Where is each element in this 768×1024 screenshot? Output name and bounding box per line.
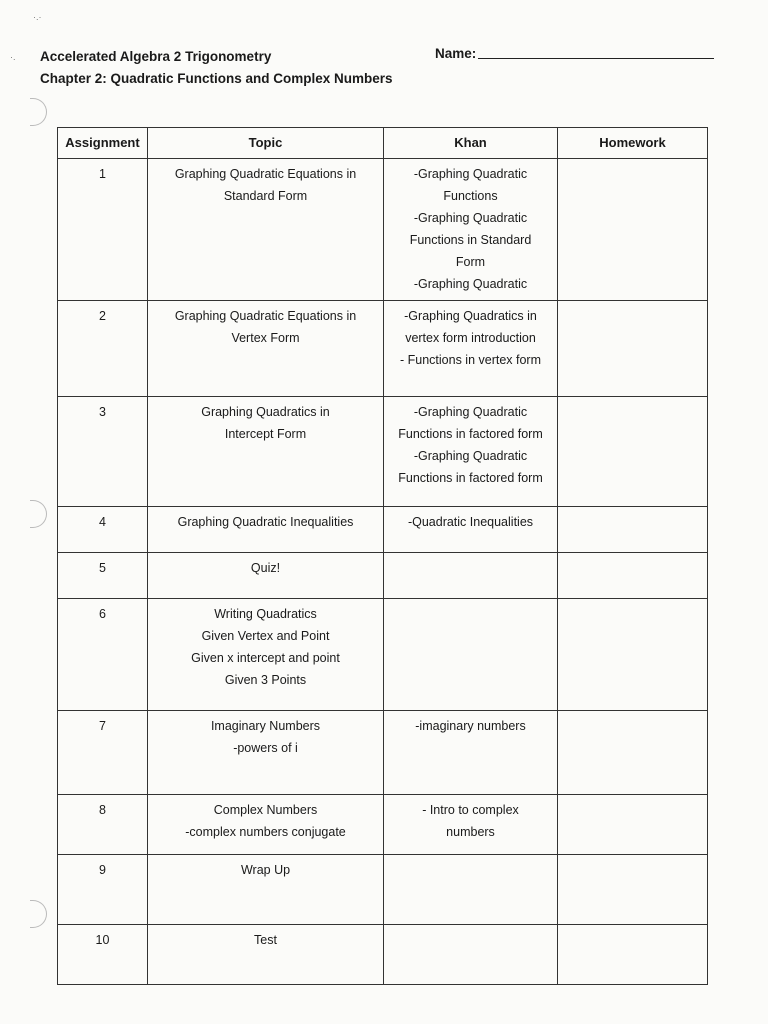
homework-cell[interactable] xyxy=(558,301,708,397)
topic-line: Given 3 Points xyxy=(224,673,307,687)
khan-line: - Intro to complex xyxy=(422,803,519,817)
khan-line: Functions xyxy=(443,189,498,203)
assignment-number: 3 xyxy=(58,397,148,507)
homework-cell[interactable] xyxy=(558,925,708,985)
column-header-homework: Homework xyxy=(558,128,708,159)
homework-cell[interactable] xyxy=(558,553,708,599)
topic-line: Graphing Quadratics in xyxy=(201,405,330,419)
topic-cell xyxy=(148,159,384,301)
topic-cell xyxy=(148,397,384,507)
khan-line: -Graphing Quadratic xyxy=(413,449,528,463)
homework-cell[interactable] xyxy=(558,397,708,507)
khan-cell xyxy=(384,925,558,985)
binder-hole xyxy=(30,500,47,528)
khan-cell xyxy=(384,711,558,795)
homework-cell[interactable] xyxy=(558,855,708,925)
khan-line: - Functions in vertex form xyxy=(399,353,541,367)
topic-cell xyxy=(148,599,384,711)
topic-cell xyxy=(148,711,384,795)
assignment-number: 7 xyxy=(58,711,148,795)
khan-cell xyxy=(384,507,558,553)
assignment-number: 5 xyxy=(58,553,148,599)
topic-cell xyxy=(148,301,384,397)
khan-line: Functions in Standard xyxy=(409,233,532,247)
topic-line: -complex numbers conjugate xyxy=(185,825,346,839)
table-header-row xyxy=(58,128,708,159)
topic-line: Graphing Quadratic Equations in xyxy=(174,167,357,181)
column-header-topic: Topic xyxy=(148,128,384,159)
table-row xyxy=(58,553,708,599)
khan-cell xyxy=(384,397,558,507)
homework-cell[interactable] xyxy=(558,711,708,795)
table-row xyxy=(58,301,708,397)
name-label: Name: xyxy=(435,46,477,61)
assignment-number: 1 xyxy=(58,159,148,301)
topic-line: -powers of i xyxy=(233,741,298,755)
table-row xyxy=(58,795,708,855)
topic-line: Complex Numbers xyxy=(213,803,318,817)
table-row xyxy=(58,507,708,553)
homework-cell[interactable] xyxy=(558,159,708,301)
khan-line: Form xyxy=(455,255,486,269)
table-row xyxy=(58,855,708,925)
table-row xyxy=(58,925,708,985)
assignment-number: 8 xyxy=(58,795,148,855)
assignment-number: 10 xyxy=(58,925,148,985)
khan-cell xyxy=(384,795,558,855)
topic-line: Given x intercept and point xyxy=(191,651,340,665)
topic-line: Graphing Quadratic Inequalities xyxy=(177,515,354,529)
khan-line: -Graphing Quadratic xyxy=(413,277,528,291)
column-header-khan: Khan xyxy=(384,128,558,159)
scan-speck: ·. xyxy=(10,52,16,62)
khan-line: Functions in factored form xyxy=(398,471,543,485)
table-row xyxy=(58,397,708,507)
khan-line: Functions in factored form xyxy=(398,427,543,441)
assignment-table xyxy=(57,127,708,985)
khan-cell xyxy=(384,553,558,599)
assignment-number: 4 xyxy=(58,507,148,553)
topic-cell xyxy=(148,795,384,855)
khan-line: -Quadratic Inequalities xyxy=(407,515,534,529)
binder-hole xyxy=(30,98,47,126)
khan-line: -Graphing Quadratics in xyxy=(404,309,537,323)
assignment-number: 6 xyxy=(58,599,148,711)
topic-line: Standard Form xyxy=(223,189,308,203)
column-header-assignment: Assignment xyxy=(58,128,148,159)
topic-line: Writing Quadratics xyxy=(214,607,317,621)
khan-line: -Graphing Quadratic xyxy=(413,405,528,419)
khan-cell xyxy=(384,855,558,925)
assignment-number: 2 xyxy=(58,301,148,397)
topic-line: Wrap Up xyxy=(240,863,291,877)
scan-speck: ·.· xyxy=(33,12,42,22)
table-row xyxy=(58,159,708,301)
course-title: Accelerated Algebra 2 Trigonometry xyxy=(40,49,272,64)
topic-line: Test xyxy=(254,933,277,947)
khan-line: -Graphing Quadratic xyxy=(413,167,528,181)
topic-line: Intercept Form xyxy=(224,427,307,441)
topic-cell xyxy=(148,507,384,553)
name-field-line[interactable] xyxy=(478,58,714,59)
table-row xyxy=(58,711,708,795)
topic-line: Vertex Form xyxy=(231,331,300,345)
topic-cell xyxy=(148,855,384,925)
topic-line: Imaginary Numbers xyxy=(210,719,321,733)
khan-line: numbers xyxy=(446,825,495,839)
binder-hole xyxy=(30,900,47,928)
homework-cell[interactable] xyxy=(558,507,708,553)
khan-cell xyxy=(384,301,558,397)
topic-line: Quiz! xyxy=(250,561,281,575)
khan-line: vertex form introduction xyxy=(405,331,536,345)
table-row xyxy=(58,599,708,711)
khan-line: -imaginary numbers xyxy=(415,719,526,733)
homework-cell[interactable] xyxy=(558,599,708,711)
khan-line: -Graphing Quadratic xyxy=(413,211,528,225)
khan-cell xyxy=(384,599,558,711)
topic-cell xyxy=(148,925,384,985)
assignment-number: 9 xyxy=(58,855,148,925)
topic-line: Graphing Quadratic Equations in xyxy=(174,309,357,323)
khan-cell xyxy=(384,159,558,301)
homework-cell[interactable] xyxy=(558,795,708,855)
chapter-title: Chapter 2: Quadratic Functions and Complex Numbers xyxy=(40,71,393,86)
topic-line: Given Vertex and Point xyxy=(201,629,330,643)
topic-cell xyxy=(148,553,384,599)
